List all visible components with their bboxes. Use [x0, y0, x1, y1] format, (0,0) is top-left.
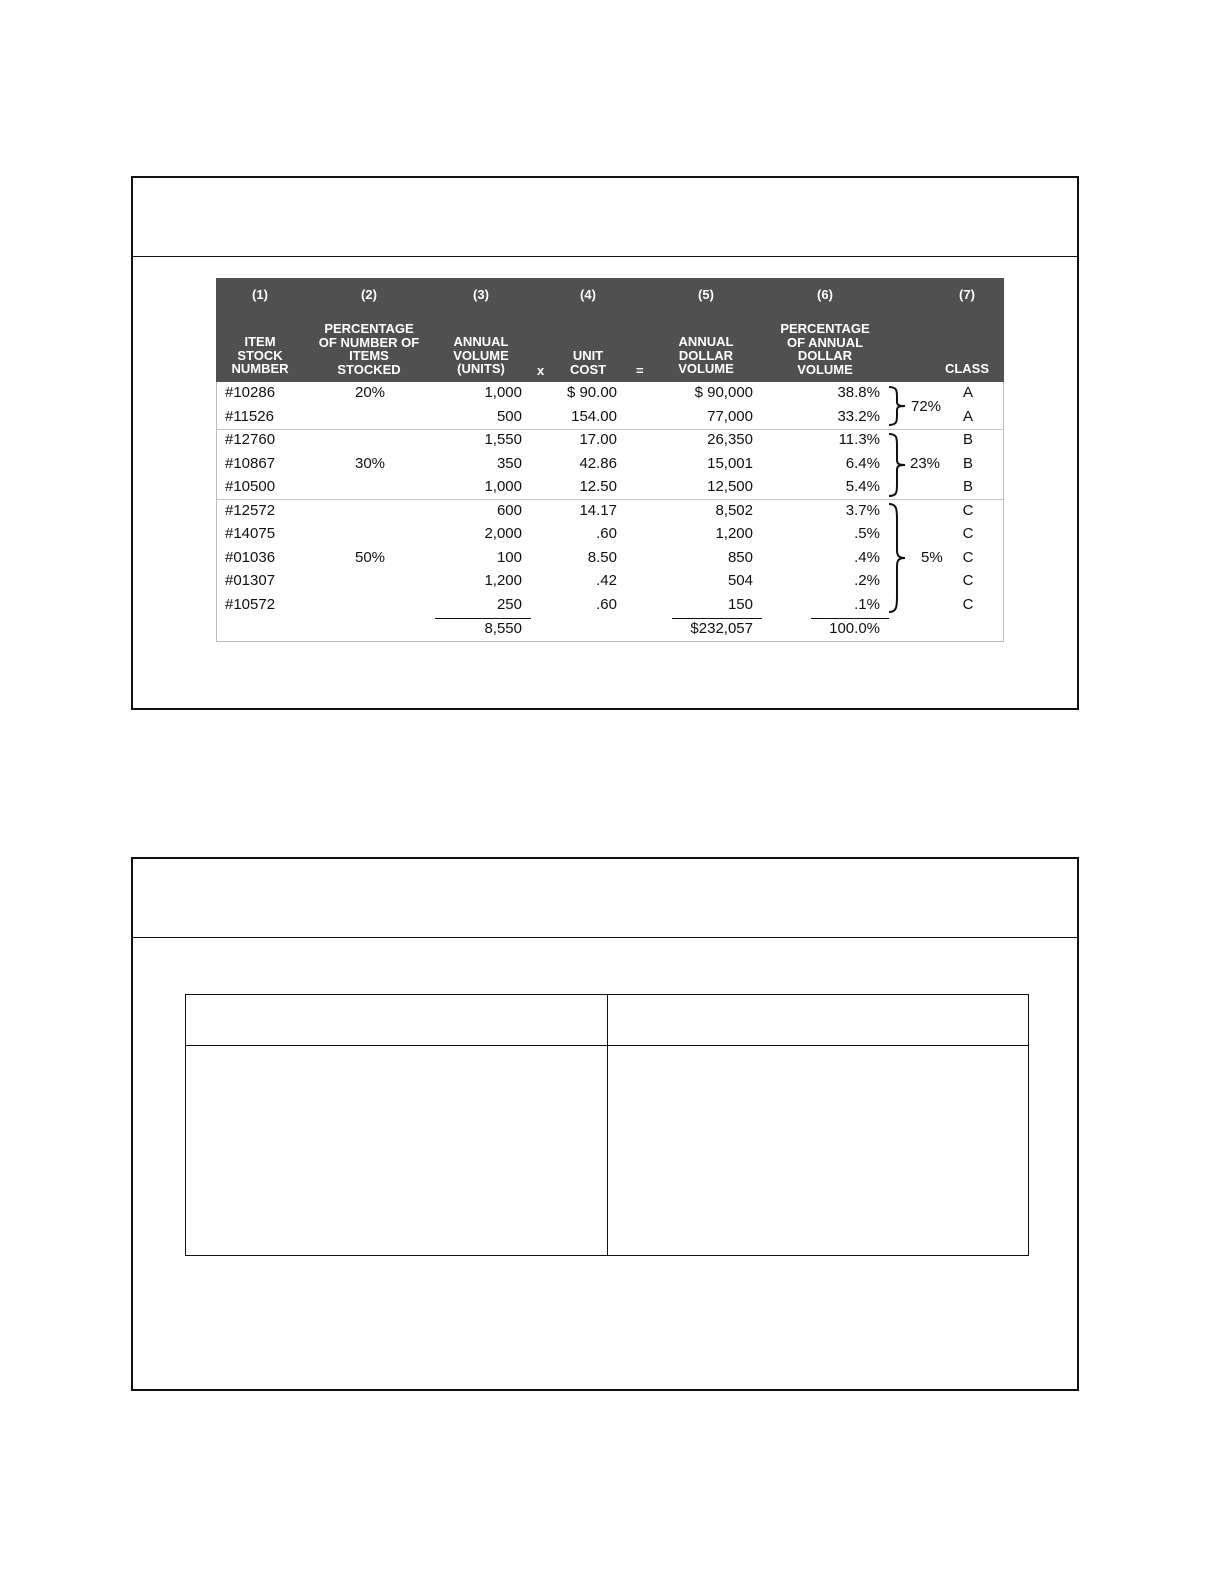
column-label-annual-dollar-volume: ANNUAL DOLLAR VOLUME: [678, 334, 734, 376]
column-number-6: (6): [817, 287, 833, 302]
cell-annual-volume: 100: [496, 548, 522, 566]
cell-class: C: [962, 572, 974, 589]
column-number-2: (2): [361, 287, 377, 302]
title-divider: [133, 256, 1077, 257]
cell-percentage-dollar-volume: .5%: [854, 525, 880, 542]
cell-percentage-dollar-volume: 11.3%: [838, 431, 880, 448]
cell-annual-dollar-volume: 77,000: [707, 407, 753, 425]
cell-class: B: [962, 478, 973, 495]
cell-annual-dollar-volume: 8,502: [715, 501, 753, 519]
cell-annual-dollar-volume: 1,200: [715, 525, 753, 542]
cell-item-stock-number: #10286: [225, 384, 276, 401]
slide-title-area: [133, 859, 1077, 937]
column-label-unit-cost: UNIT COST: [569, 348, 607, 377]
cell-annual-dollar-volume: 26,350: [707, 431, 753, 448]
column-label-pct-annual-dollar-volume: PERCENTAGE OF ANNUAL DOLLAR VOLUME: [780, 321, 870, 377]
group-a-brace: [887, 385, 909, 427]
comparison-table: [185, 994, 1029, 1256]
table-body: [216, 382, 1004, 642]
column-divider: [607, 995, 608, 1255]
column-label-item-stock-number: ITEM STOCK NUMBER: [231, 334, 289, 376]
abc-analysis-table: [216, 278, 1004, 642]
column-number-4: (4): [580, 287, 596, 302]
cell-unit-cost: 8.50: [587, 548, 617, 566]
cell-annual-volume: 2,000: [484, 525, 522, 542]
group-separator-bc: [217, 499, 1003, 500]
cell-unit-cost: 42.86: [579, 454, 617, 472]
cell-annual-volume: 1,200: [484, 572, 522, 589]
cell-annual-volume: 250: [496, 595, 522, 613]
cell-annual-dollar-volume: 15,001: [707, 454, 753, 472]
cell-class: A: [962, 407, 973, 425]
cell-percentage-dollar-volume: 6.4%: [845, 454, 880, 472]
total-percentage: 100.0%: [829, 620, 880, 637]
cell-unit-cost: 154.00: [571, 407, 617, 425]
group-c-brace: [887, 502, 909, 614]
column-number-1: (1): [252, 287, 268, 302]
cell-percentage-dollar-volume: .1%: [854, 595, 880, 613]
cell-percentage-dollar-volume: 38.8%: [837, 384, 880, 401]
column-number-5: (5): [698, 287, 714, 302]
cell-percentage-dollar-volume: .2%: [854, 572, 880, 589]
cell-percentage-dollar-volume: 33.2%: [837, 407, 880, 425]
column-label-class: CLASS: [944, 361, 990, 376]
cell-class: C: [962, 525, 974, 542]
cell-annual-volume: 500: [496, 407, 522, 425]
total-annual-dollar-volume: $232,057: [690, 620, 753, 637]
cell-unit-cost: 12.50: [579, 478, 617, 495]
cell-class: C: [962, 595, 974, 613]
cell-annual-dollar-volume: 504: [727, 572, 753, 589]
cell-item-stock-number: #14075: [225, 525, 276, 542]
cell-percentage-dollar-volume: 3.7%: [845, 501, 880, 519]
cell-item-stock-number: #12572: [225, 501, 276, 519]
cell-annual-dollar-volume: 850: [727, 548, 753, 566]
column-number-7: (7): [959, 287, 975, 302]
comparison-header-right: [608, 995, 1028, 1045]
cell-item-stock-number: #10500: [225, 478, 276, 495]
group-b-items-percentage: 30%: [354, 455, 386, 472]
cell-item-stock-number: #12760: [225, 431, 276, 448]
group-separator-ab: [217, 429, 1003, 430]
cell-annual-volume: 1,000: [484, 384, 522, 401]
cell-item-stock-number: #10867: [225, 454, 276, 472]
cell-item-stock-number: #01036: [225, 548, 276, 566]
slide-comparison: [131, 857, 1079, 1391]
cell-annual-volume: 600: [496, 501, 522, 519]
cell-annual-dollar-volume: 150: [727, 595, 753, 613]
slide-abc-analysis: [131, 176, 1079, 710]
group-a-dollar-percentage: 72%: [911, 398, 942, 415]
group-c-items-percentage: 50%: [354, 549, 386, 566]
comparison-cell-right: [608, 1045, 1028, 1255]
cell-item-stock-number: #01307: [225, 572, 276, 589]
total-annual-volume: 8,550: [484, 620, 522, 637]
header-divider: [186, 1045, 1028, 1046]
cell-annual-volume: 350: [496, 454, 522, 472]
cell-annual-dollar-volume: $ 90,000: [694, 384, 753, 401]
title-divider: [133, 937, 1077, 938]
cell-unit-cost: .60: [596, 595, 617, 613]
cell-class: B: [962, 431, 973, 448]
group-b-dollar-percentage: 23%: [910, 455, 941, 472]
group-a-items-percentage: 20%: [354, 384, 386, 401]
cell-unit-cost: 17.00: [579, 431, 617, 448]
column-label-pct-items-stocked: PERCENTAGE OF NUMBER OF ITEMS STOCKED: [318, 321, 420, 377]
cell-percentage-dollar-volume: .4%: [854, 548, 880, 566]
cell-unit-cost: .60: [596, 525, 617, 542]
cell-annual-volume: 1,550: [484, 431, 522, 448]
column-label-annual-volume: ANNUAL VOLUME (UNITS): [453, 334, 509, 376]
cell-class: C: [962, 548, 974, 566]
cell-annual-volume: 1,000: [484, 478, 522, 495]
volume-total-rule: [435, 618, 531, 619]
cell-item-stock-number: #11526: [225, 407, 274, 425]
comparison-header-left: [186, 995, 607, 1045]
group-b-brace: [887, 432, 909, 498]
percentage-total-rule: [811, 618, 889, 619]
comparison-cell-left: [186, 1045, 607, 1255]
multiply-operator: x: [537, 363, 545, 378]
group-c-dollar-percentage: 5%: [921, 549, 943, 566]
equals-operator: =: [636, 363, 644, 378]
cell-percentage-dollar-volume: 5.4%: [845, 478, 880, 495]
dollar-total-rule: [672, 618, 762, 619]
cell-unit-cost: 14.17: [579, 501, 617, 519]
slide-title-area: [133, 178, 1077, 256]
cell-class: C: [962, 501, 974, 519]
cell-annual-dollar-volume: 12,500: [707, 478, 753, 495]
cell-unit-cost: .42: [596, 572, 617, 589]
table-header: [216, 278, 1004, 382]
cell-class: A: [962, 384, 973, 401]
cell-item-stock-number: #10572: [225, 595, 276, 613]
cell-unit-cost: $ 90.00: [566, 384, 617, 401]
cell-class: B: [962, 454, 973, 472]
column-number-3: (3): [473, 287, 489, 302]
